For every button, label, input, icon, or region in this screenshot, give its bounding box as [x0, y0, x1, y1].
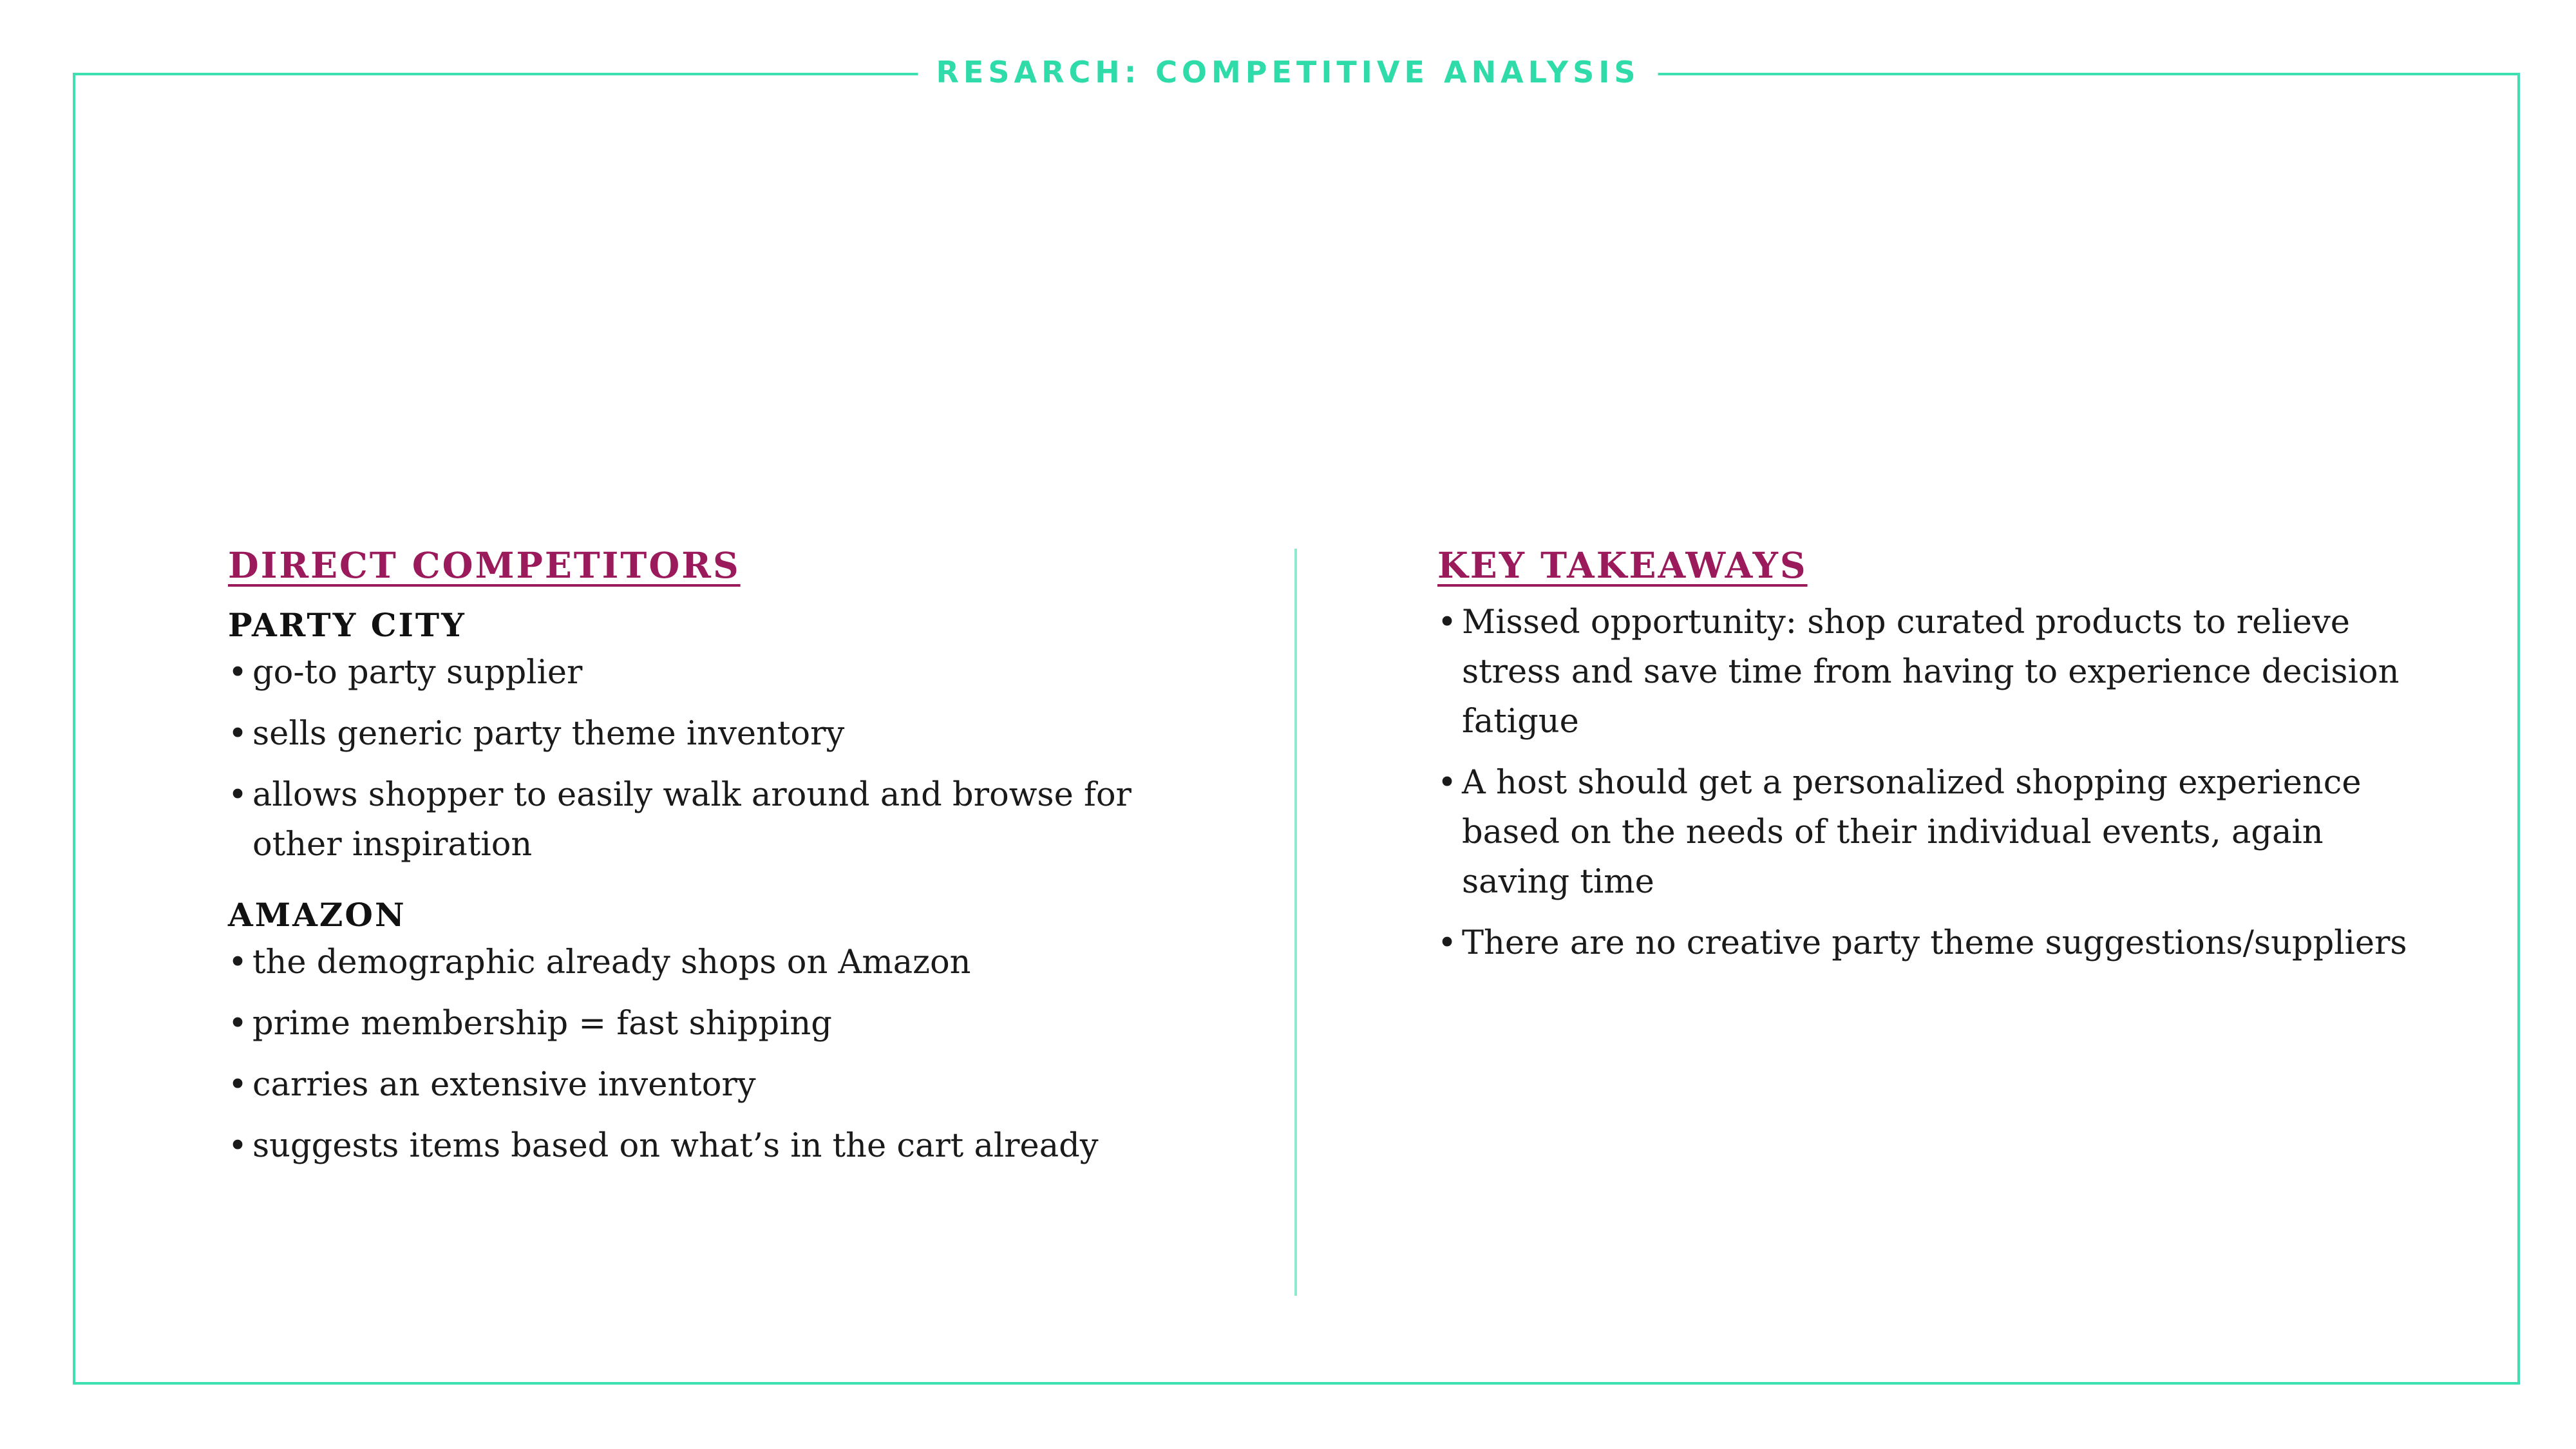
list-item: • Missed opportunity: shop curated products to relieve stress and save time from having to experience decision fatigue — [1437, 598, 2423, 746]
list-item: • allows shopper to easily walk around and browse for other inspiration — [228, 770, 1207, 869]
bullet-icon: • — [228, 776, 248, 814]
list-item: • suggests items based on what’s in the cart already — [228, 1121, 1207, 1171]
list-item: • A host should get a personalized shopping experience based on the needs of their individual events, again saving time — [1437, 758, 2423, 907]
list-item: • carries an extensive inventory — [228, 1060, 1207, 1110]
competitor-name-party-city: PARTY CITY — [228, 606, 466, 644]
column-divider — [1294, 549, 1297, 1296]
direct-competitors-heading: DIRECT COMPETITORS — [228, 544, 741, 586]
competitor-name-amazon: AMAZON — [228, 896, 406, 934]
key-takeaways-points — [1437, 598, 2423, 968]
list-item: • the demographic already shops on Amazon — [228, 938, 1207, 987]
direct-competitors-column — [228, 540, 1207, 1182]
bullet-icon: • — [1437, 603, 1457, 641]
list-item: • There are no creative party theme suggestions/suppliers — [1437, 918, 2423, 968]
bullet-icon: • — [228, 1127, 248, 1165]
bullet-icon: • — [228, 715, 248, 753]
bullet-icon: • — [1437, 924, 1457, 962]
party-city-points — [228, 648, 1207, 869]
list-item: • prime membership = fast shipping — [228, 999, 1207, 1048]
amazon-points — [228, 938, 1207, 1171]
bullet-icon: • — [1437, 764, 1457, 802]
bullet-icon: • — [228, 1066, 248, 1104]
list-item: • go-to party supplier — [228, 648, 1207, 697]
bullet-icon: • — [228, 654, 248, 692]
bullet-icon: • — [228, 943, 248, 981]
list-item: • sells generic party theme inventory — [228, 709, 1207, 759]
bullet-icon: • — [228, 1005, 248, 1043]
key-takeaways-column — [1437, 540, 2423, 980]
slide-title: RESARCH: COMPETITIVE ANALYSIS — [918, 53, 1658, 91]
key-takeaways-heading: KEY TAKEAWAYS — [1437, 544, 1808, 586]
